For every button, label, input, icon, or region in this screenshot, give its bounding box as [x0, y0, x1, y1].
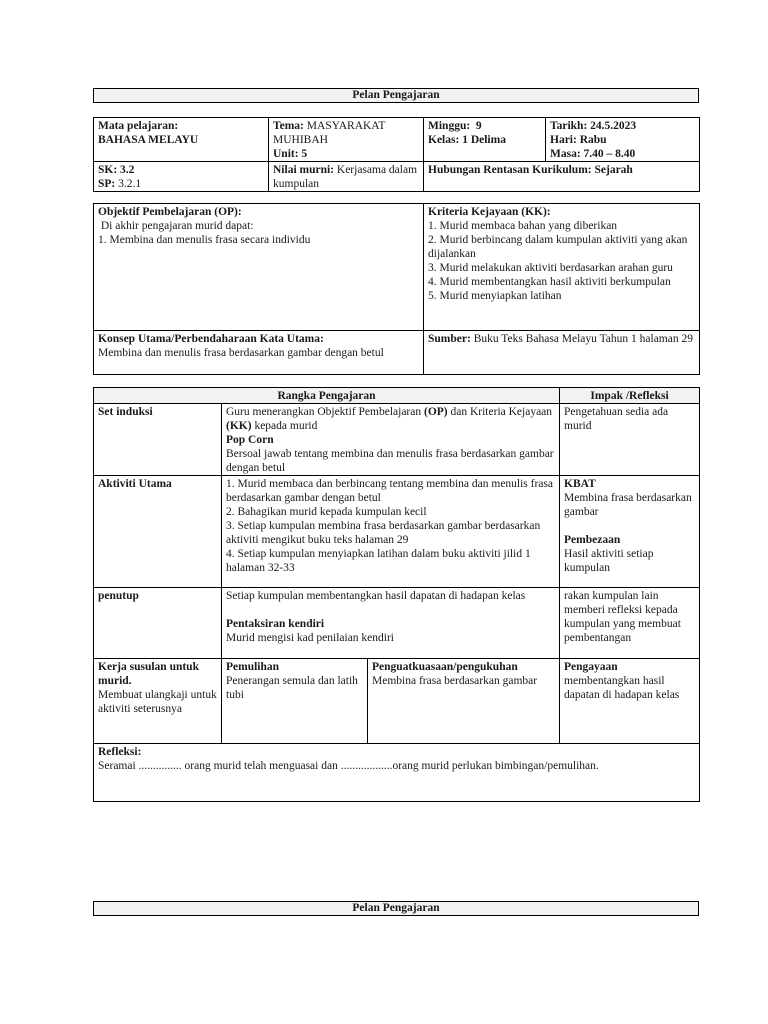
source-text: Buku Teks Bahasa Melayu Tahun 1 halaman 29 — [473, 333, 693, 345]
day-value: Rabu — [579, 134, 607, 146]
kk-line: 3. Murid melakukan aktiviti berdasarkan arahan guru — [428, 262, 673, 274]
main-impact-cell — [560, 476, 700, 588]
plan-header-impact — [560, 388, 700, 404]
theme-label: Tema: — [273, 120, 304, 132]
set-label-cell — [94, 404, 222, 476]
set-impact-cell — [560, 404, 700, 476]
concept-text: Membina dan menulis frasa berdasarkan gambar dengan betul — [98, 347, 384, 359]
week-label: Minggu: — [428, 120, 471, 132]
closing-label: penutup — [98, 590, 139, 602]
remedial-cell — [222, 659, 368, 744]
set-sub-text: Bersoal jawab tentang membina dan menulis frasa berdasarkan gambar dengan betul — [226, 448, 554, 474]
sp-label: SP: — [98, 178, 116, 190]
closing-impact: rakan kumpulan lain memberi refleksi kepada kumpulan yang membuat pembentangan — [564, 590, 681, 644]
date-cell — [546, 118, 700, 162]
sk-label: SK: — [98, 164, 118, 176]
op-heading: Objektif Pembelajaran (OP): — [98, 206, 242, 218]
sk-sp-cell — [94, 162, 269, 192]
enrich-text: membentangkan hasil dapatan di hadapan kelas — [564, 675, 680, 701]
set-kk: (KK) — [226, 420, 252, 432]
week-value: 9 — [475, 120, 482, 132]
set-content-cell — [222, 404, 560, 476]
reflection-text: Seramai ............... orang murid telah menguasai dan ..................orang murid perlukan bimbingan/pemulihan. — [98, 760, 599, 772]
reflection-cell — [94, 744, 700, 802]
closing-impact-cell — [560, 588, 700, 659]
enrich-heading: Pengayaan — [564, 661, 618, 673]
main-content-cell — [222, 476, 560, 588]
kk-line: 5. Murid menyiapkan latihan — [428, 290, 562, 302]
remedial-heading: Pemulihan — [226, 661, 280, 673]
closing-content-cell — [222, 588, 560, 659]
closing-sub-text: Murid mengisi kad penilaian kendiri — [226, 632, 394, 644]
info-table — [93, 117, 700, 192]
differentiation-heading: Pembezaan — [564, 534, 621, 546]
main-line: 3. Setiap kumpulan membina frasa berdasarkan gambar berdasarkan aktiviti mengikut buku teks halaman 29 — [226, 520, 541, 546]
page-title-bottom: Pelan Pengajaran — [352, 902, 440, 914]
sp-value: 3.2.1 — [118, 178, 142, 190]
source-cell — [424, 331, 700, 375]
plan-table — [93, 387, 700, 802]
time-value: 7.40 – 8.40 — [583, 148, 636, 160]
unit-value: Unit: 5 — [273, 148, 308, 160]
set-text-post: kepada murid — [251, 420, 318, 432]
values-label: Nilai murni: — [273, 164, 335, 176]
title-bar-top — [93, 88, 699, 103]
set-text-mid: dan Kriteria Kejayaan — [447, 406, 553, 418]
reflection-heading: Refleksi: — [98, 746, 142, 758]
day-label: Hari: — [550, 134, 577, 146]
date-value: 24.5.2023 — [590, 120, 637, 132]
sk-value: 3.2 — [120, 164, 135, 176]
subject-label: Mata pelajaran: — [98, 120, 179, 132]
main-label-cell — [94, 476, 222, 588]
kk-line: 4. Murid membentangkan hasil aktiviti berkumpulan — [428, 276, 671, 288]
followup-text: Membuat ulangkaji untuk aktiviti seterusnya — [98, 689, 217, 715]
followup-label: Kerja susulan untuk murid. — [98, 661, 199, 687]
class-value: 1 Delima — [462, 134, 506, 146]
main-line: 1. Murid membaca dan berbincang tentang membina dan menulis frasa berdasarkan gambar dengan betul — [226, 478, 554, 504]
reinforce-cell — [368, 659, 560, 744]
main-line: 4. Setiap kumpulan menyiapkan latihan dalam buku aktiviti jilid 1 halaman 32-33 — [226, 548, 531, 574]
op-line: Di akhir pengajaran murid dapat: — [98, 220, 254, 232]
reinforce-text: Membina frasa berdasarkan gambar — [372, 675, 538, 687]
concept-heading: Konsep Utama/Perbendaharaan Kata Utama: — [98, 333, 324, 345]
op-line: 1. Membina dan menulis frasa secara individu — [98, 234, 311, 246]
set-op: (OP) — [423, 406, 448, 418]
time-label: Masa: — [550, 148, 581, 160]
title-bar-bottom — [93, 901, 699, 916]
set-impact: Pengetahuan sedia ada murid — [564, 406, 669, 432]
values-value: Kerjasama dalam kumpulan — [273, 164, 418, 190]
enrich-cell — [560, 659, 700, 744]
main-line: 2. Bahagikan murid kepada kumpulan kecil — [226, 506, 427, 518]
kk-cell — [424, 204, 700, 331]
remedial-text: Penerangan semula dan latih tubi — [226, 675, 358, 701]
reinforce-heading: Penguatkuasaan/pengukuhan — [372, 661, 518, 673]
closing-text: Setiap kumpulan membentangkan hasil dapatan di hadapan kelas — [226, 590, 526, 602]
closing-sub-heading: Pentaksiran kendiri — [226, 618, 325, 630]
values-cell — [269, 162, 424, 192]
plan-header-impact-label: Impak /Refleksi — [590, 390, 669, 402]
theme-cell — [269, 118, 424, 162]
kk-line: 1. Murid membaca bahan yang diberikan — [428, 220, 618, 232]
crosscurr-value: Sejarah — [594, 164, 633, 176]
closing-label-cell — [94, 588, 222, 659]
plan-header-main — [94, 388, 560, 404]
kbat-text: Membina frasa berdasarkan gambar — [564, 492, 692, 518]
source-label: Sumber: — [428, 333, 471, 345]
plan-header-main-label: Rangka Pengajaran — [277, 390, 376, 402]
date-label: Tarikh: — [550, 120, 588, 132]
set-sub-heading: Pop Corn — [226, 434, 274, 446]
main-label: Aktiviti Utama — [98, 478, 172, 490]
subject-value: BAHASA MELAYU — [98, 134, 199, 146]
page-title: Pelan Pengajaran — [352, 89, 440, 101]
concept-cell — [94, 331, 424, 375]
op-cell — [94, 204, 424, 331]
set-label: Set induksi — [98, 406, 153, 418]
followup-cell — [94, 659, 222, 744]
objectives-table — [93, 203, 700, 375]
kk-heading: Kriteria Kejayaan (KK): — [428, 206, 551, 218]
crosscurr-cell — [424, 162, 700, 192]
kbat-heading: KBAT — [564, 478, 596, 490]
set-text-pre: Guru menerangkan Objektif Pembelajaran — [226, 406, 424, 418]
subject-cell — [94, 118, 269, 162]
differentiation-text: Hasil aktiviti setiap kumpulan — [564, 548, 654, 574]
class-label: Kelas: — [428, 134, 460, 146]
kk-line: 2. Murid berbincang dalam kumpulan aktiviti yang akan dijalankan — [428, 234, 688, 260]
week-cell — [424, 118, 546, 162]
theme-value: MASYARAKAT MUHIBAH — [273, 120, 386, 146]
crosscurr-label: Hubungan Rentasan Kurikulum: — [428, 164, 592, 176]
